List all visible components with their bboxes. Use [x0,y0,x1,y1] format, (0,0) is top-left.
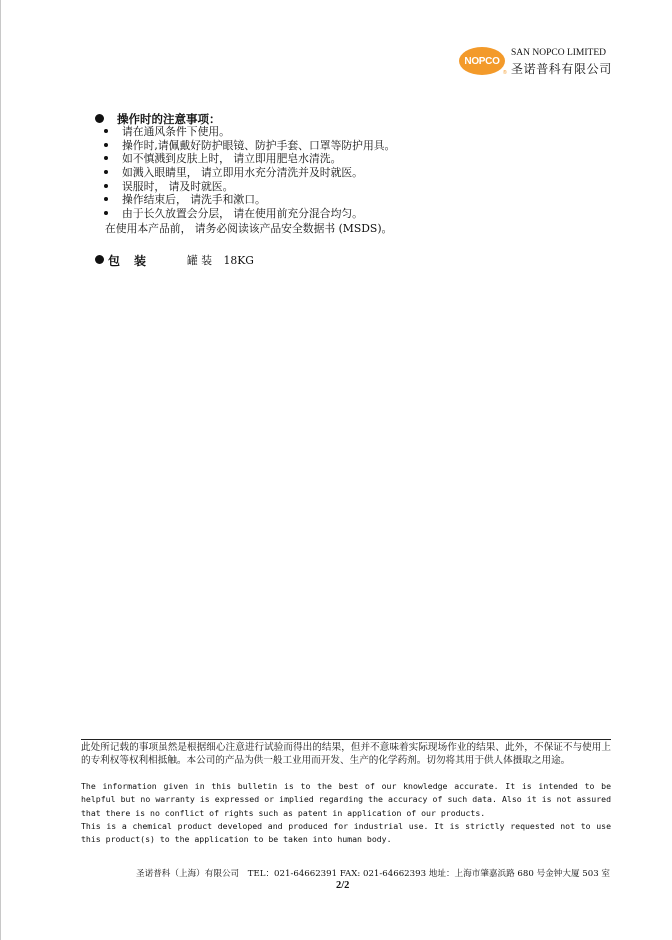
list-item-text: 请在通风条件下使用。 [122,125,230,138]
packaging-value [187,253,262,268]
operation-title: 操作时的注意事项： [117,112,221,126]
list-item-text: 误服时， 请及时就医。 [122,179,234,193]
msds-note: 在使用本产品前， 请务必阅读该产品安全数据书 (MSDS)。 [105,222,393,235]
list-item-text: 如溅入眼睛里， 请立即用水充分清洗并及时就医。 [122,166,363,180]
packaging-weight: 18KG [223,254,254,267]
list-item-text: 由于长久放置会分层， 请在使用前充分混合均匀。 [122,207,363,221]
company-name-en: SAN NOPCO LIMITED [511,48,606,58]
bullet-icon [104,211,108,215]
bullet-icon [104,143,108,147]
disclaimer-en-2: This is a chemical product developed and produced for industrial use. It is strictly requested not to use this product(s) to the application to be taken into human body. [81,821,611,845]
packaging-container: 罐 装 [187,254,213,267]
page-number: 2/2 [336,880,350,891]
packaging-title: 包装 [108,254,161,268]
disclaimer-cn: 此处所记载的事项虽然是根据细心注意进行试验而得出的结果，但并不意味着实际现场作业的结果、此外，不保证不与使用上的专利权等权利相抵触。本公司的产品为供一般工业用而开发、生产的化学药剂。切勿将其用于供人体摄取之用途。 [81,742,611,767]
bullet-icon [104,197,108,201]
bullet-icon [104,156,108,160]
section-bullet-icon [95,255,104,264]
disclaimer-en-1: The information given in this bulletin is to the best of our knowledge accurate. It is intended to be helpful but no warranty is expressed or implied regarding the accuracy of such data. Also it is not assured that there is no conflict of rights such as patent in application of our products. [81,781,611,818]
bullet-icon [104,184,108,188]
section-bullet-icon [95,114,104,123]
bullet-icon [104,129,108,133]
company-name-cn: 圣诺普科有限公司 [511,62,612,76]
registered-mark: ® [503,70,507,76]
bullet-icon [104,170,108,174]
page-edge [0,0,1,940]
footer-contact: 圣诺普科（上海）有限公司 TEL：021-64662391 FAX: 021-64662393 地址：上海市肇嘉浜路 680 号金钟大厦 503 室 [136,869,610,879]
company-logo [459,47,505,75]
list-item-text: 如不慎溅到皮肤上时， 请立即用肥皂水清洗。 [122,152,342,166]
list-item-text: 操作结束后， 请洗手和漱口。 [122,193,266,207]
list-item-text: 操作时,请佩戴好防护眼镜、防护手套、口罩等防护用具。 [122,138,396,152]
disclaimer-divider [81,739,611,740]
logo-text: NOPCO [464,55,500,67]
